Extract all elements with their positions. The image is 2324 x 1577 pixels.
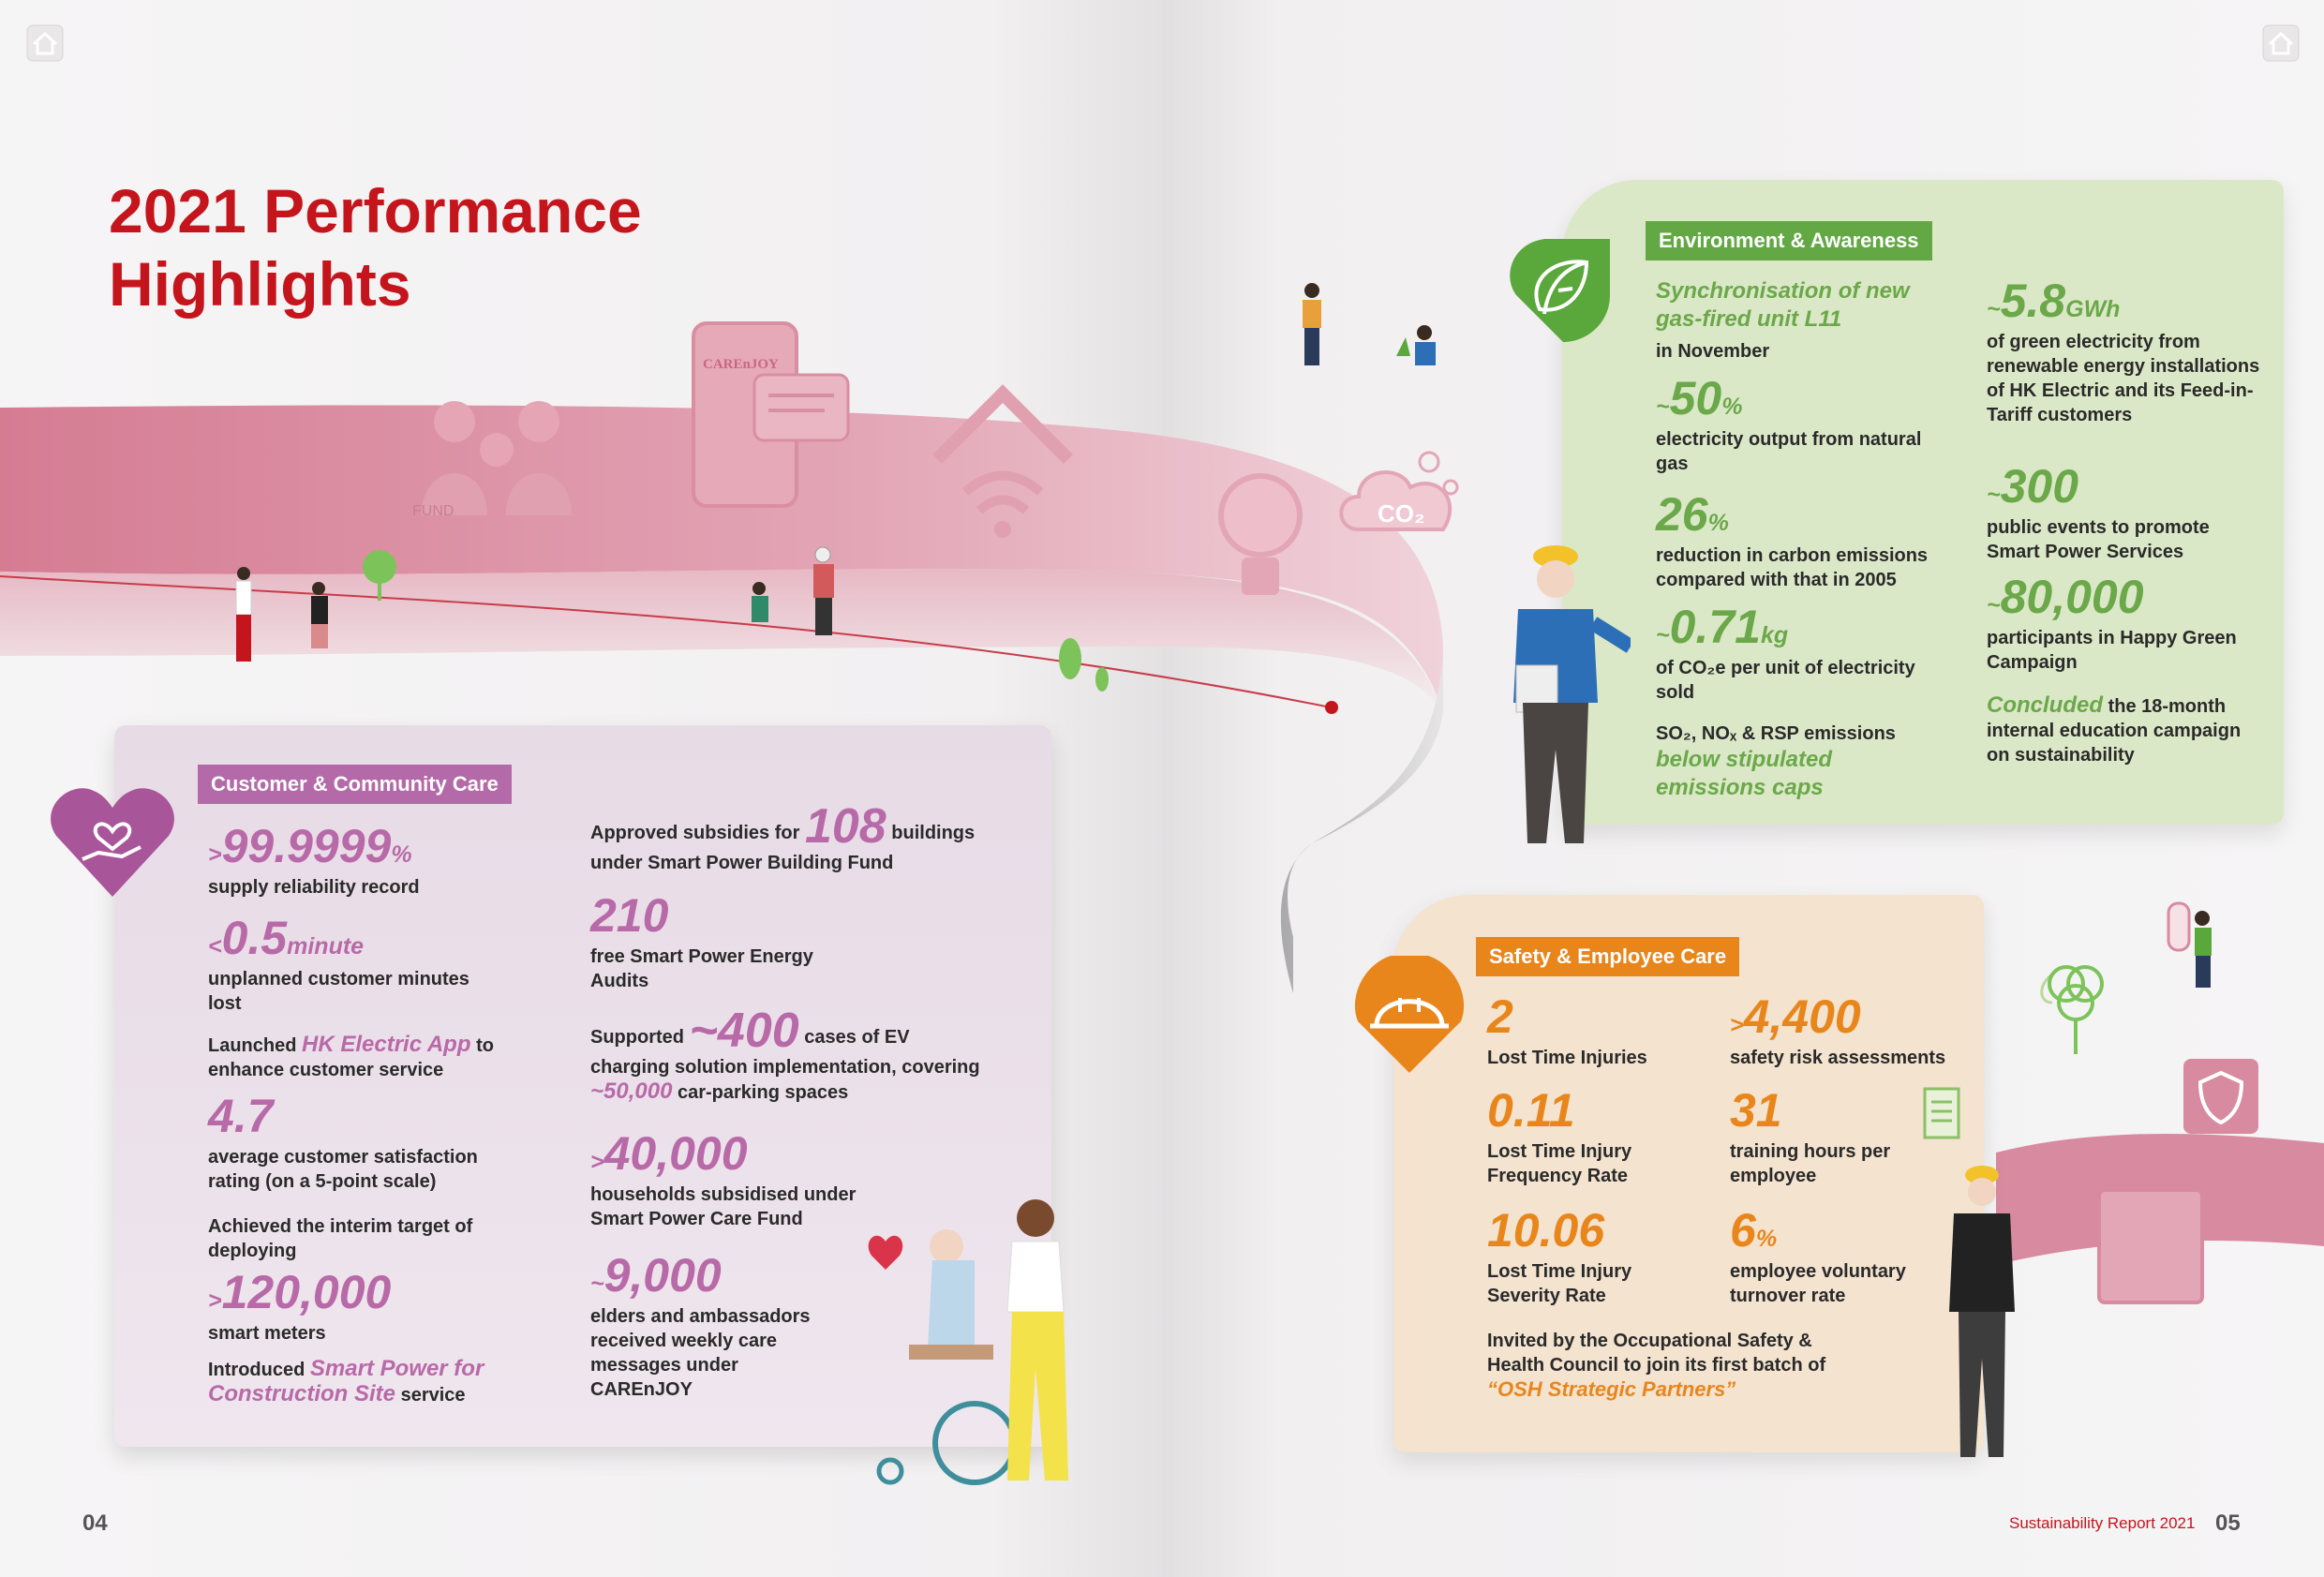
page-number-right: 05	[2215, 1510, 2241, 1536]
stat-injury-frequency: 0.11 Lost Time Injury Frequency Rate	[1487, 1084, 1632, 1186]
page-title	[109, 174, 642, 320]
tree-icon	[1057, 632, 1113, 698]
report-title: Sustainability Report 2021	[2009, 1514, 2196, 1532]
stat-public-events: ~300 public events to promote Smart Power Services	[1987, 460, 2210, 562]
stat-ev-charging: Supported ~400 cases of EV charging solution implementation, covering ~50,000 car-parking spaces	[590, 1004, 980, 1104]
hand-heart-icon	[47, 780, 178, 901]
hard-hat-icon	[1353, 946, 1466, 1078]
stat-injury-severity: 10.06 Lost Time Injury Severity Rate	[1487, 1204, 1632, 1306]
title-line2: Highlights	[109, 249, 411, 319]
family-fund-icon	[403, 384, 590, 525]
stat-emissions-caps: SO₂, NOₓ & RSP emissions below stipulated emissions caps	[1656, 723, 1896, 800]
people-illustration	[225, 562, 356, 675]
stat-hk-electric-app: Launched HK Electric App to enhance customer service	[208, 1032, 494, 1080]
stat-elders: ~9,000 elders and ambassadors received weekly care messages under CAREnJOY	[590, 1249, 811, 1400]
stat-natural-gas: ~50% electricity output from natural gas	[1656, 372, 1922, 474]
stat-supply-reliability: >99.9999% supply reliability record	[208, 820, 420, 898]
stat-lost-time-injuries: 2 Lost Time Injuries	[1487, 990, 1647, 1068]
engineer-illustration	[1490, 543, 1631, 853]
smart-home-icon	[928, 384, 1078, 543]
stat-co2-per-unit: ~0.71kg of CO₂e per unit of electricity sold	[1656, 601, 1915, 703]
co2-label: CO₂	[1378, 499, 1425, 528]
safety-decoration	[2034, 965, 2277, 1340]
stat-turnover-rate: 6% employee voluntary turnover rate	[1730, 1204, 1906, 1306]
thermometer-person-illustration	[2165, 900, 2221, 993]
stat-building-subsidies: Approved subsidies for 108 buildings under Smart Power Building Fund	[590, 799, 976, 873]
safety-employee-tag: Safety & Employee Care	[1476, 937, 1739, 976]
caregiver-illustration	[843, 1190, 1106, 1499]
stat-construction-site: Introduced Smart Power for Construction Site service	[208, 1356, 484, 1406]
page-number-left: 04	[82, 1510, 108, 1536]
stat-smart-meters: Achieved the interim target of deploying >120,000 smart meters	[208, 1216, 473, 1344]
stat-education-campaign: Concluded the 18-month internal education campaign on sustainability	[1987, 692, 2242, 766]
lightbulb-icon	[1209, 464, 1312, 604]
elderly-people-illustration	[731, 543, 853, 647]
fund-label: FUND	[412, 503, 454, 519]
stat-unit-l11: Synchronisation of new gas-fired unit L11 in November	[1656, 278, 1910, 362]
customer-community-tag: Customer & Community Care	[198, 765, 512, 804]
stat-happy-green: ~80,000 participants in Happy Green Campaign	[1987, 571, 2237, 673]
environment-awareness-tag: Environment & Awareness	[1646, 221, 1932, 260]
stat-customer-minutes: <0.5minute unplanned customer minutes lost	[208, 912, 469, 1014]
worker-illustration	[1930, 1162, 2043, 1462]
stat-osh-partners: Invited by the Occupational Safety & Health Council to join its first batch of “OSH Strategic Partners”	[1487, 1331, 1826, 1401]
co2-cloud-icon	[1335, 445, 1467, 548]
stat-training-hours: 31 training hours per employee	[1730, 1084, 1891, 1186]
title-line1: 2021 Performance	[109, 176, 642, 245]
stat-green-electricity: ~5.8GWh of green electricity from renewable energy installations of HK Electric and its Feed-in-Tariff customers	[1987, 275, 2260, 425]
phone-app-icon	[689, 319, 857, 515]
app-label: CAREnJOY	[703, 357, 779, 372]
stat-satisfaction: 4.7 average customer satisfaction rating (on a 5-point scale)	[208, 1090, 478, 1192]
leaf-icon	[1507, 234, 1619, 347]
tree-icon	[356, 548, 403, 604]
stat-energy-audits: 210 free Smart Power Energy Audits	[590, 889, 813, 991]
stat-carbon-reduction: 26% reduction in carbon emissions compared with that in 2005	[1656, 488, 1929, 590]
stat-risk-assessments: >4,400 safety risk assessments	[1730, 990, 1946, 1068]
document-icon	[1923, 1087, 1960, 1139]
stat-households: >40,000 households subsidised under Smart Power Care Fund	[590, 1127, 857, 1229]
volunteers-illustration	[1289, 281, 1476, 394]
